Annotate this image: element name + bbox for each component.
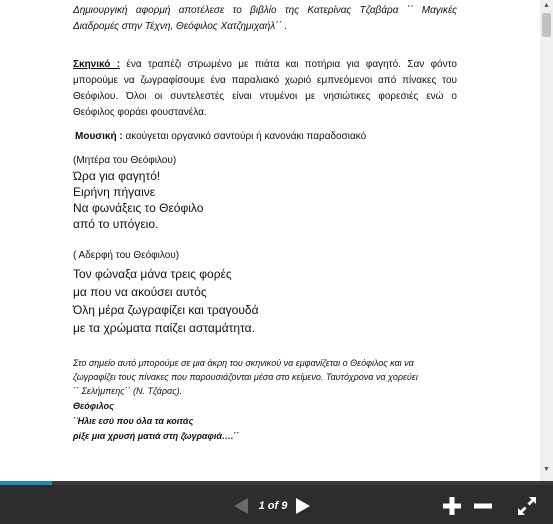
scroll-up-arrow-icon[interactable]: ▲ bbox=[543, 2, 550, 9]
scrollbar-thumb[interactable] bbox=[542, 13, 551, 37]
scene-text-1: ένα τραπέζι στρωμένο με πιάτα και ποτήρια για φαγητό. Σαν φόντο bbox=[126, 59, 457, 70]
sister-line-1: Τον φώναξα μάνα τρεις φορές bbox=[73, 267, 232, 281]
scene-line-3: Θεόφιλου. Όλοι οι συντελεστές είναι ντυμένοι με νησιώτικες φορεσιές ενώ ο bbox=[73, 91, 457, 102]
mother-label: (Μητέρα του Θεόφιλου) bbox=[73, 155, 177, 166]
plus-icon bbox=[441, 495, 463, 517]
theofilos-line-1: ΄Ήλιε εσύ που όλα τα κοιτάς bbox=[73, 416, 194, 426]
vertical-scrollbar[interactable] bbox=[540, 0, 553, 481]
scene-line-2: μπορούμε να ζωγραφίσουμε ένα παραλιακό χωριό εμπνεόμενοι από πίνακες του bbox=[73, 75, 457, 86]
scene-line-1 bbox=[73, 57, 457, 73]
stage-direction-line-1: Στο σημείο αυτό μπορούμε σε μια άκρη του σκηνικού να εμφανίζεται ο Θεόφιλος και να bbox=[73, 358, 414, 368]
page-indicator: 1 of 9 bbox=[258, 500, 288, 512]
mother-line-1: Ώρα για φαγητό! bbox=[73, 169, 161, 183]
mother-line-2: Ειρήνη πήγαινε bbox=[73, 185, 156, 199]
mother-line-3: Να φωνάξεις το Θεόφιλο bbox=[73, 201, 204, 215]
stage-direction-line-3: ΄΄ Σελήμπεης΄΄ (Ν. Τζάρας). bbox=[73, 386, 183, 396]
expand-arrows-icon bbox=[517, 496, 537, 516]
previous-page-button[interactable] bbox=[232, 497, 250, 515]
intro-line-2: Διαδρομές στην Τέχνη, Θεόφιλος Χατζημιχαήλ΄΄ . bbox=[73, 21, 288, 32]
theofilos-label: Θεόφιλος bbox=[73, 401, 114, 411]
scene-label: Σκηνικό : bbox=[73, 59, 121, 70]
music-label: Μουσική : bbox=[75, 131, 123, 142]
intro-line-1: Δημιουργική αφορμή αποτέλεσε το βιβλίο της Κατερίνας Τζαβάρα ΄΄ Μαγικές bbox=[73, 5, 457, 16]
mother-line-4: από το υπόγειο. bbox=[73, 217, 159, 231]
sister-line-4: με τα χρώματα παίζει ασταμάτητα. bbox=[73, 321, 255, 335]
triangle-right-icon bbox=[294, 497, 312, 515]
sister-label: ( Αδερφή του Θεόφιλου) bbox=[73, 250, 180, 261]
scene-line-4: Θεόφιλος φοράει φουστανέλα. bbox=[73, 107, 207, 118]
next-page-button[interactable] bbox=[294, 497, 312, 515]
viewer-toolbar bbox=[0, 485, 553, 524]
triangle-left-icon bbox=[232, 497, 250, 515]
scroll-down-arrow-icon[interactable]: ▼ bbox=[543, 466, 550, 473]
music-line bbox=[75, 129, 366, 145]
stage-direction-line-2: ζωγραφίζει τους πίνακες που παρουσιάζονται μέσα στο κείμενο. Ταυτόχρονα να χορεύει bbox=[73, 372, 418, 382]
sister-line-3: Όλη μέρα ζωγραφίζει και τραγουδά bbox=[73, 303, 259, 317]
music-text: ακούγεται οργανικό σαντούρι ή κανονάκι παραδοσιακό bbox=[125, 131, 367, 142]
fullscreen-button[interactable] bbox=[517, 496, 537, 516]
zoom-in-button[interactable] bbox=[441, 495, 463, 517]
theofilos-line-2: ρίξε μια χρυσή ματιά στη ζωγραφιά….΄΄ bbox=[73, 431, 240, 441]
minus-icon bbox=[472, 495, 494, 517]
sister-line-2: μα που να ακούσει αυτός bbox=[73, 285, 207, 299]
zoom-out-button[interactable] bbox=[472, 495, 494, 517]
